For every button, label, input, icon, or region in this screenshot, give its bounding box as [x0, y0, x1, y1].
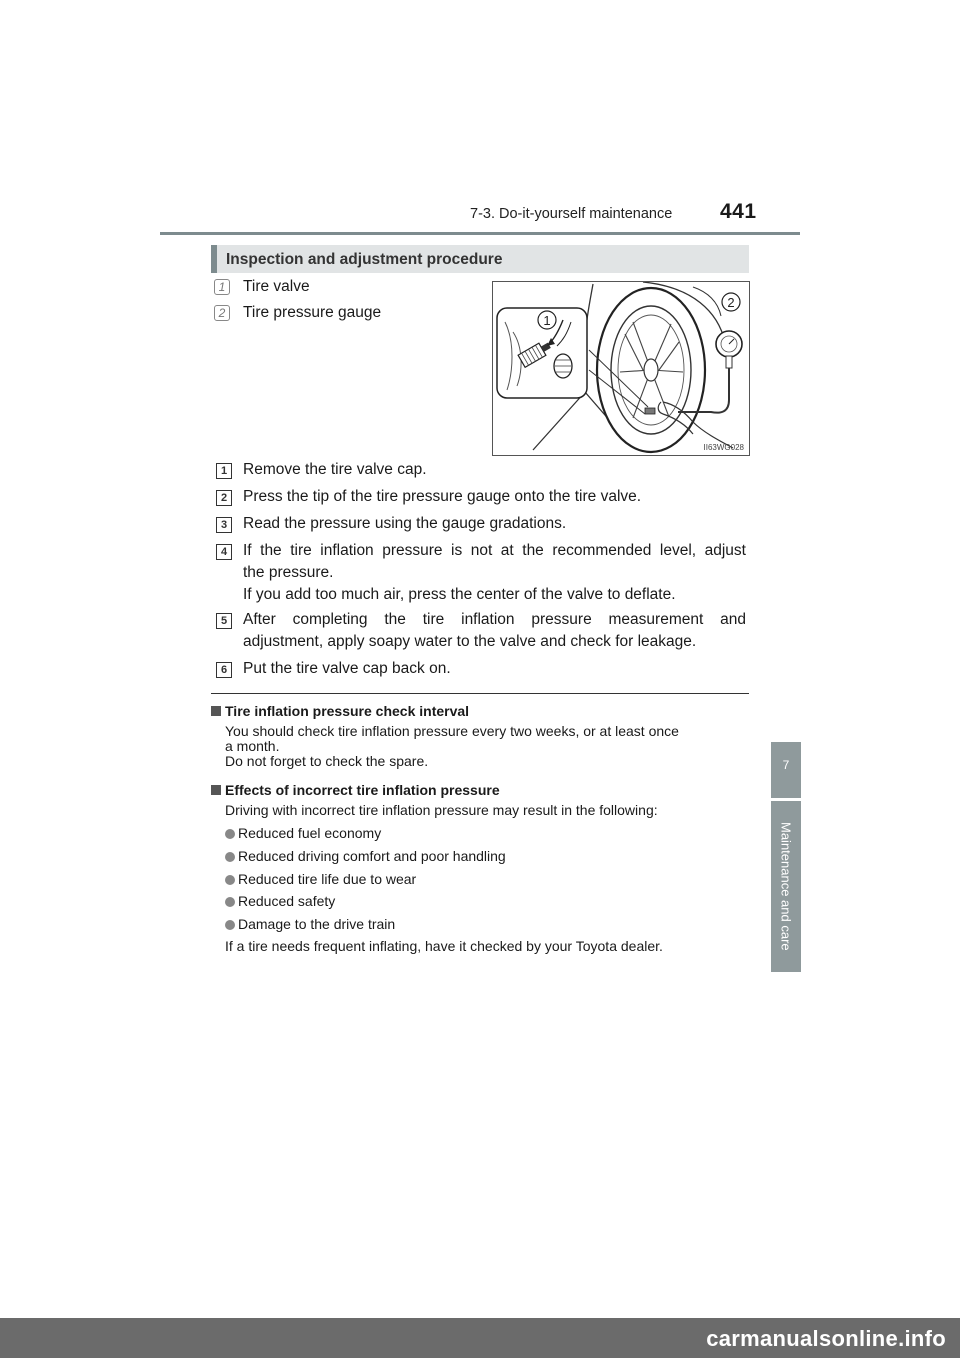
- step-badge-1: 1: [216, 463, 232, 479]
- callout-label-tire-valve: Tire valve: [243, 278, 310, 295]
- tire-illustration-icon: [493, 282, 749, 455]
- step-6-line: Put the tire valve cap back on.: [243, 660, 451, 677]
- step-3-line: Read the pressure using the gauge gradations.: [243, 515, 567, 532]
- step-6-text: [243, 658, 746, 680]
- step-4-text: [243, 540, 746, 606]
- chapter-title-text: Maintenance and care: [778, 822, 794, 951]
- chapter-title: [776, 801, 796, 972]
- note-line: Do not forget to check the spare.: [225, 753, 429, 769]
- note-line: a month.: [225, 738, 280, 754]
- figure-marker-1: 1: [543, 313, 551, 328]
- bullet-icon: [225, 829, 235, 839]
- step-3-text: [243, 513, 746, 535]
- note-line: You should check tire inflation pressure every two weeks, or at least once: [225, 723, 679, 739]
- section-divider: [211, 693, 749, 694]
- note-body-check-interval: [225, 724, 747, 769]
- step-badge-6: 6: [216, 662, 232, 678]
- figure-code: II63WG028: [703, 443, 744, 452]
- step-5-line: adjustment, apply soapy water to the valve and check for leakage.: [243, 633, 697, 650]
- step-4-line: the pressure.: [243, 564, 334, 581]
- chapter-number: 7: [782, 758, 790, 772]
- note-intro-incorrect-pressure: Driving with incorrect tire inflation pressure may result in the following:: [225, 802, 658, 818]
- note-title-check-interval: Tire inflation pressure check interval: [225, 703, 470, 719]
- section-breadcrumb: 7-3. Do-it-yourself maintenance: [470, 206, 673, 222]
- bullet-icon: [225, 920, 235, 930]
- callout-label-pressure-gauge: Tire pressure gauge: [243, 304, 382, 321]
- callout-number-1: 1: [214, 279, 230, 295]
- section-header: [211, 245, 749, 273]
- step-badge-4: 4: [216, 544, 232, 560]
- note-title-incorrect-pressure: Effects of incorrect tire inflation pressure: [225, 782, 500, 798]
- note-marker-icon: [211, 706, 221, 716]
- watermark-text: carmanualsonline.info: [706, 1326, 946, 1351]
- step-badge-3: 3: [216, 517, 232, 533]
- callout-number-2: 2: [214, 305, 230, 321]
- step-5-line: After completing the tire inflation pressure measurement and: [243, 611, 746, 628]
- step-1-line: Remove the tire valve cap.: [243, 461, 427, 478]
- bullet-icon: [225, 875, 235, 885]
- list-item: Damage to the drive train: [225, 916, 395, 932]
- header-rule: [160, 232, 800, 235]
- list-item: Reduced fuel economy: [225, 825, 381, 841]
- page-number: 441: [720, 200, 757, 223]
- step-badge-2: 2: [216, 490, 232, 506]
- step-2-line: Press the tip of the tire pressure gauge onto the tire valve.: [243, 488, 642, 505]
- bullet-icon: [225, 852, 235, 862]
- list-item: Reduced driving comfort and poor handling: [225, 848, 506, 864]
- step-2-text: [243, 486, 746, 508]
- section-title: Inspection and adjustment procedure: [226, 251, 503, 268]
- step-badge-5: 5: [216, 613, 232, 629]
- step-5-text: [243, 609, 746, 653]
- tire-pressure-illustration: [492, 281, 750, 456]
- note-closing-incorrect-pressure: If a tire needs frequent inflating, have it checked by your Toyota dealer.: [225, 938, 663, 954]
- note-marker-icon: [211, 785, 221, 795]
- step-4-line: If you add too much air, press the center of the valve to deflate.: [243, 586, 676, 603]
- list-item: Reduced safety: [225, 893, 335, 909]
- watermark-footer: [0, 1318, 960, 1358]
- bullet-icon: [225, 897, 235, 907]
- step-4-line: If the tire inflation pressure is not at the recommended level, adjust: [243, 542, 746, 559]
- step-1-text: [243, 459, 746, 481]
- list-item: Reduced tire life due to wear: [225, 871, 416, 887]
- figure-marker-2: 2: [727, 295, 735, 310]
